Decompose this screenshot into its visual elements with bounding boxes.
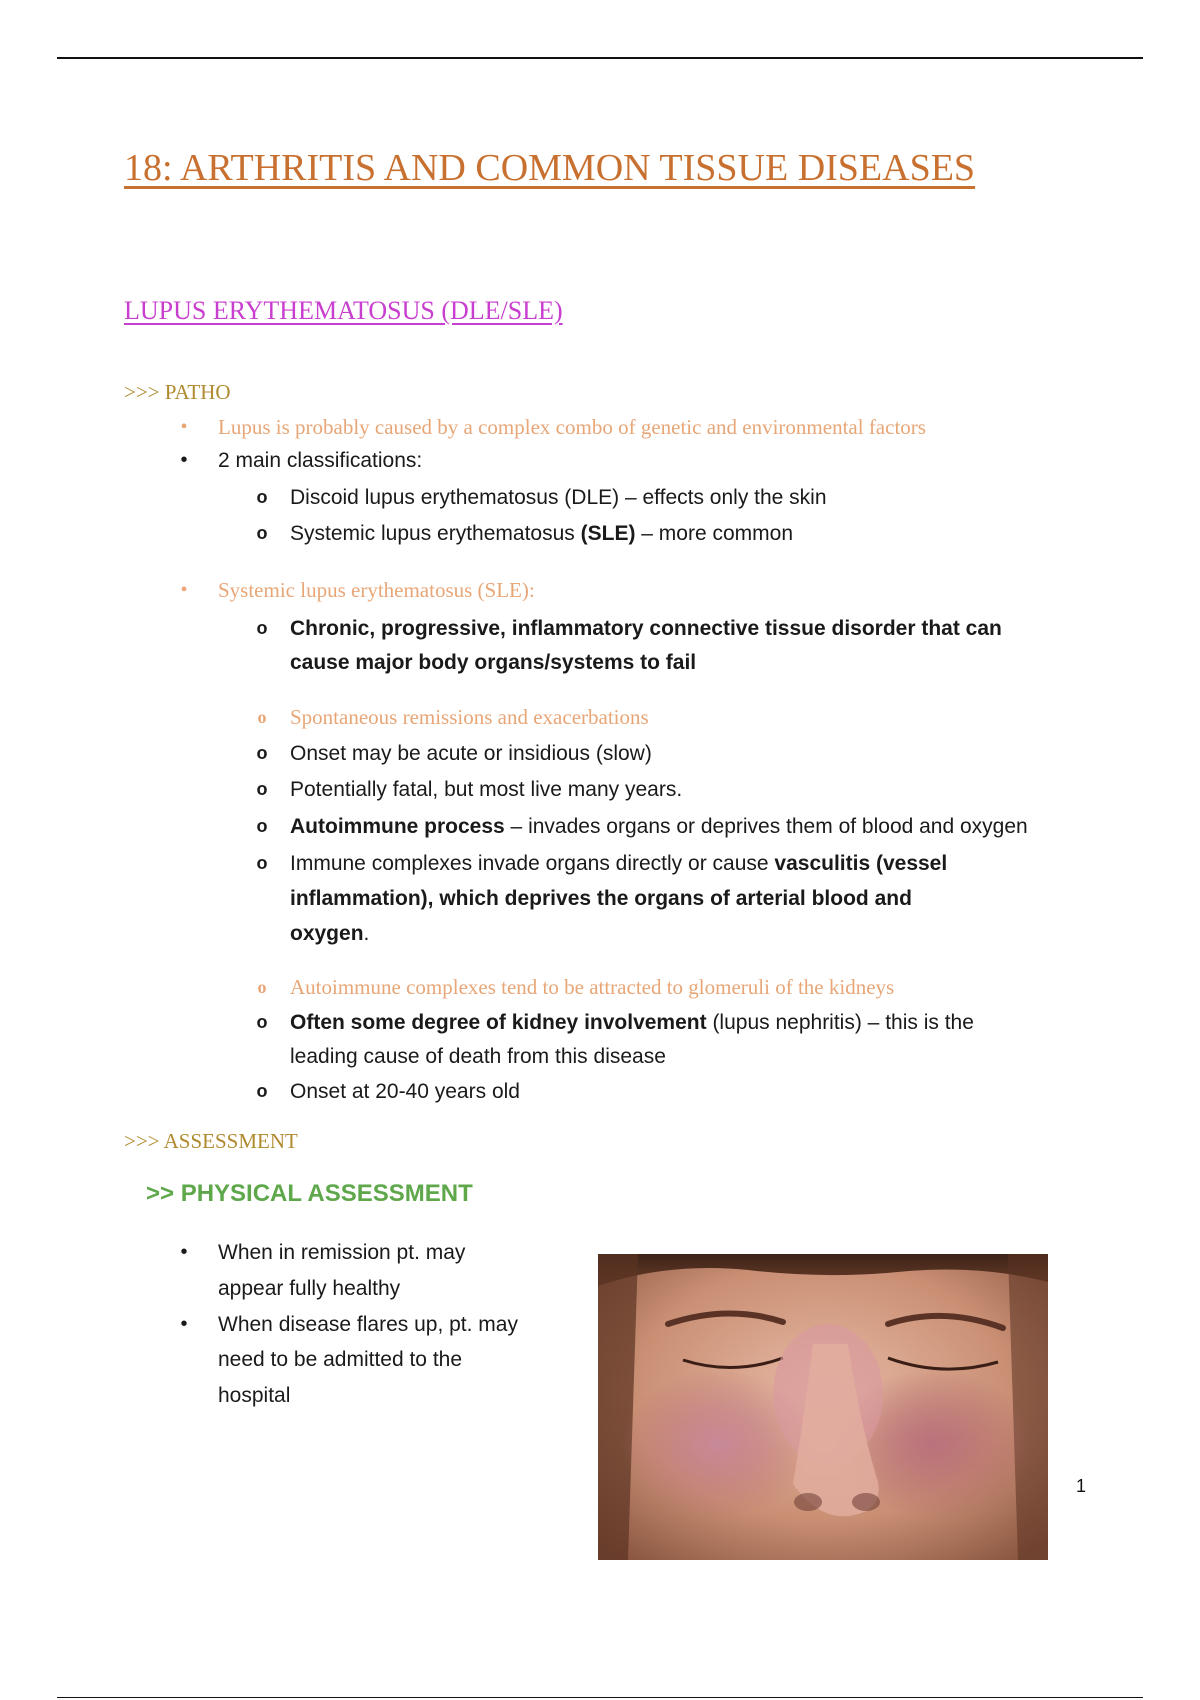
section-title: LUPUS ERYTHEMATOSUS (DLE/SLE) [124,296,563,325]
list-item: • When disease flares up, pt. may [218,1307,518,1342]
bullet-marker: • [180,449,188,471]
circle-marker: o [256,743,268,763]
list-item-continuation: inflammation), which deprives the organs of arterial blood and [290,887,912,910]
page-number: 1 [1076,1476,1087,1496]
list-item: o Discoid lupus erythematosus (DLE) – effects only the skin [290,480,827,515]
circle-marker: o [256,853,268,873]
bullet-marker: • [180,1313,188,1335]
bullet-marker: • [180,416,188,438]
list-item: o Often some degree of kidney involvement (lupus nephritis) – this is the [290,1005,974,1040]
list-item: o Autoimmune complexes tend to be attracted to glomeruli of the kidneys [290,970,894,1005]
list-item-continuation: need to be admitted to the [218,1348,463,1371]
circle-marker: o [256,487,268,507]
list-item-continuation: oxygen. [290,922,370,945]
bullet-marker: • [180,579,188,601]
list-item: o Onset at 20-40 years old [290,1074,520,1109]
list-item: o Potentially fatal, but most live many years. [290,772,682,807]
list-item: • 2 main classifications: [218,443,422,478]
circle-marker: o [256,618,268,638]
list-item-continuation: hospital [218,1384,291,1407]
list-item-continuation: leading cause of death from this disease [290,1045,666,1068]
lupus-rash-photo [598,1254,1048,1560]
list-item: • Systemic lupus erythematosus (SLE): [218,573,535,608]
physical-assessment-heading: >> PHYSICAL ASSESSMENT [146,1180,473,1207]
assessment-heading: >>> ASSESSMENT [124,1129,298,1153]
bullet-marker: • [180,1241,188,1263]
list-item-continuation: appear fully healthy [218,1277,401,1300]
list-item-continuation: cause major body organs/systems to fail [290,651,697,674]
bottom-rule [57,1697,1143,1698]
list-item: • Lupus is probably caused by a complex combo of genetic and environmental factors [218,410,926,445]
document-title: 18: ARTHRITIS AND COMMON TISSUE DISEASES [124,147,976,189]
top-rule [57,57,1143,59]
list-item: o Spontaneous remissions and exacerbations [290,700,649,735]
circle-marker: o [256,816,268,836]
list-item: • When in remission pt. may [218,1235,465,1270]
circle-marker: o [256,1012,268,1032]
list-item: o Systemic lupus erythematosus (SLE) – more common [290,516,793,551]
circle-marker: o [256,523,268,543]
circle-marker: o [257,707,267,727]
list-item: o Autoimmune process – invades organs or deprives them of blood and oxygen [290,809,1028,844]
patho-heading: >>> PATHO [124,380,231,404]
circle-marker: o [256,1081,268,1101]
circle-marker: o [257,977,267,997]
list-item: o Chronic, progressive, inflammatory connective tissue disorder that can [290,611,1002,646]
circle-marker: o [256,779,268,799]
list-item: o Onset may be acute or insidious (slow) [290,736,652,771]
list-item: o Immune complexes invade organs directly or cause vasculitis (vessel [290,846,947,881]
